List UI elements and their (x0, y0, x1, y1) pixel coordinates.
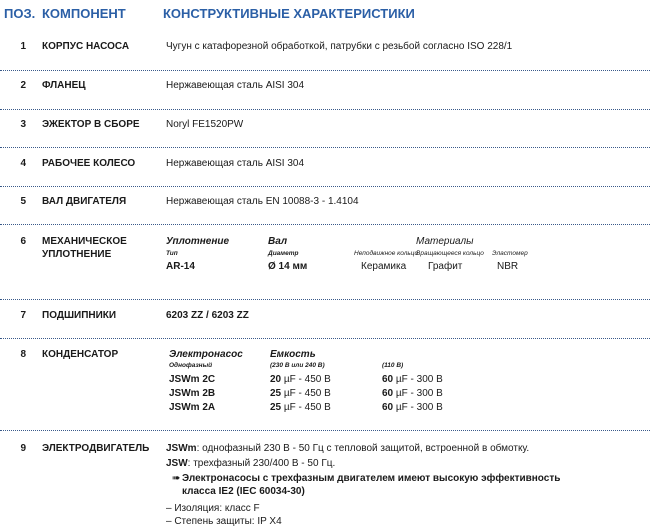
rotating-ring-value: Графит (428, 261, 463, 272)
row-separator (0, 224, 650, 225)
capacitor-model: JSWm 2B (169, 388, 216, 399)
efficiency-note-line2: класса IE2 (IEC 60034-30) (182, 486, 305, 497)
component-name: ФЛАНЕЦ (42, 80, 86, 91)
capacitor-model: JSWm 2C (169, 374, 216, 385)
efficiency-note-line1: Электронасосы с трехфазным двигателем имеют высокую эффективность (182, 473, 561, 484)
row-number: 4 (20, 158, 26, 169)
capacitor-110v: 60 µF - 300 В (382, 388, 443, 399)
component-description: Нержавеющая сталь EN 10088-3 - 1.4104 (166, 196, 359, 207)
row-number: 3 (20, 119, 26, 130)
voltage-110-subheader: (110 В) (382, 362, 404, 369)
component-name: ВАЛ ДВИГАТЕЛЯ (42, 196, 127, 207)
motor-jswm-line: JSWm: однофазный 230 В - 50 Гц с тепловой защитой, встроенной в обмотку. (166, 443, 530, 454)
pump-header: Электронасос (169, 349, 243, 360)
capacitor-model: JSWm 2A (169, 402, 216, 413)
materials-header: Материалы (416, 236, 474, 247)
component-name: РАБОЧЕЕ КОЛЕСО (42, 158, 136, 169)
row-separator (0, 109, 650, 110)
row-separator (0, 70, 650, 71)
capacitor-230v: 20 µF - 450 В (270, 374, 331, 385)
row-separator (0, 299, 650, 300)
header-characteristics: КОНСТРУКТИВНЫЕ ХАРАКТЕРИСТИКИ (163, 6, 415, 21)
capacitor-110v: 60 µF - 300 В (382, 402, 443, 413)
shaft-diameter-value: Ø 14 мм (268, 261, 308, 272)
motor-jsw-line: JSW: трехфазный 230/400 В - 50 Гц. (166, 458, 336, 469)
shaft-header: Вал (268, 236, 288, 247)
component-description: Нержавеющая сталь AISI 304 (166, 80, 305, 91)
row-number: 6 (20, 236, 26, 247)
component-description: Нержавеющая сталь AISI 304 (166, 158, 305, 169)
capacitor-230v: 25 µF - 450 В (270, 388, 331, 399)
component-name: ПОДШИПНИКИ (42, 310, 117, 321)
row-number: 9 (20, 443, 26, 454)
component-name: ЭЖЕКТОР В СБОРЕ (42, 119, 140, 130)
insulation-class: – Изоляция: класс F (166, 503, 260, 514)
seal-header: Уплотнение (166, 236, 230, 247)
component-name: КОНДЕНСАТОР (42, 349, 119, 360)
row-number: 5 (20, 196, 26, 207)
seal-type-subheader: Тип (166, 250, 178, 257)
row-separator (0, 186, 650, 187)
seal-type-value: AR-14 (166, 261, 195, 272)
elastomer-subheader: Эластомер (492, 250, 528, 257)
capacity-header: Емкость (270, 349, 316, 360)
protection-degree: – Степень защиты: IP X4 (166, 516, 282, 527)
fixed-ring-value: Керамика (361, 261, 407, 272)
row-number: 8 (20, 349, 26, 360)
component-name: ЭЛЕКТРОДВИГАТЕЛЬ (42, 443, 150, 454)
row-separator (0, 338, 650, 339)
rotating-ring-subheader: Вращающееся кольцо (416, 250, 484, 257)
component-name: КОРПУС НАСОСА (42, 41, 130, 52)
row-separator (0, 147, 650, 148)
row-number: 7 (20, 310, 26, 321)
fixed-ring-subheader: Неподвижное кольцо (354, 250, 419, 257)
component-description: Noryl FE1520PW (166, 119, 244, 130)
row-number: 1 (20, 41, 26, 52)
component-description: 6203 ZZ / 6203 ZZ (166, 310, 249, 321)
voltage-230-subheader: (230 В или 240 В) (270, 362, 325, 369)
component-description: Чугун с катафорезной обработкой, патрубки с резьбой согласно ISO 228/1 (166, 41, 513, 52)
elastomer-value: NBR (497, 261, 519, 272)
row-separator (0, 430, 650, 431)
component-name-line2: УПЛОТНЕНИЕ (42, 249, 112, 260)
phase-subheader: Однофазный (169, 362, 213, 369)
arrow-icon: ➠ (172, 473, 181, 484)
header-pos: ПОЗ. (4, 6, 36, 21)
component-name-line1: МЕХАНИЧЕСКОЕ (42, 236, 127, 247)
capacitor-110v: 60 µF - 300 В (382, 374, 443, 385)
capacitor-230v: 25 µF - 450 В (270, 402, 331, 413)
shaft-diameter-subheader: Диаметр (268, 250, 299, 257)
header-component: КОМПОНЕНТ (42, 6, 126, 21)
row-number: 2 (20, 80, 26, 91)
